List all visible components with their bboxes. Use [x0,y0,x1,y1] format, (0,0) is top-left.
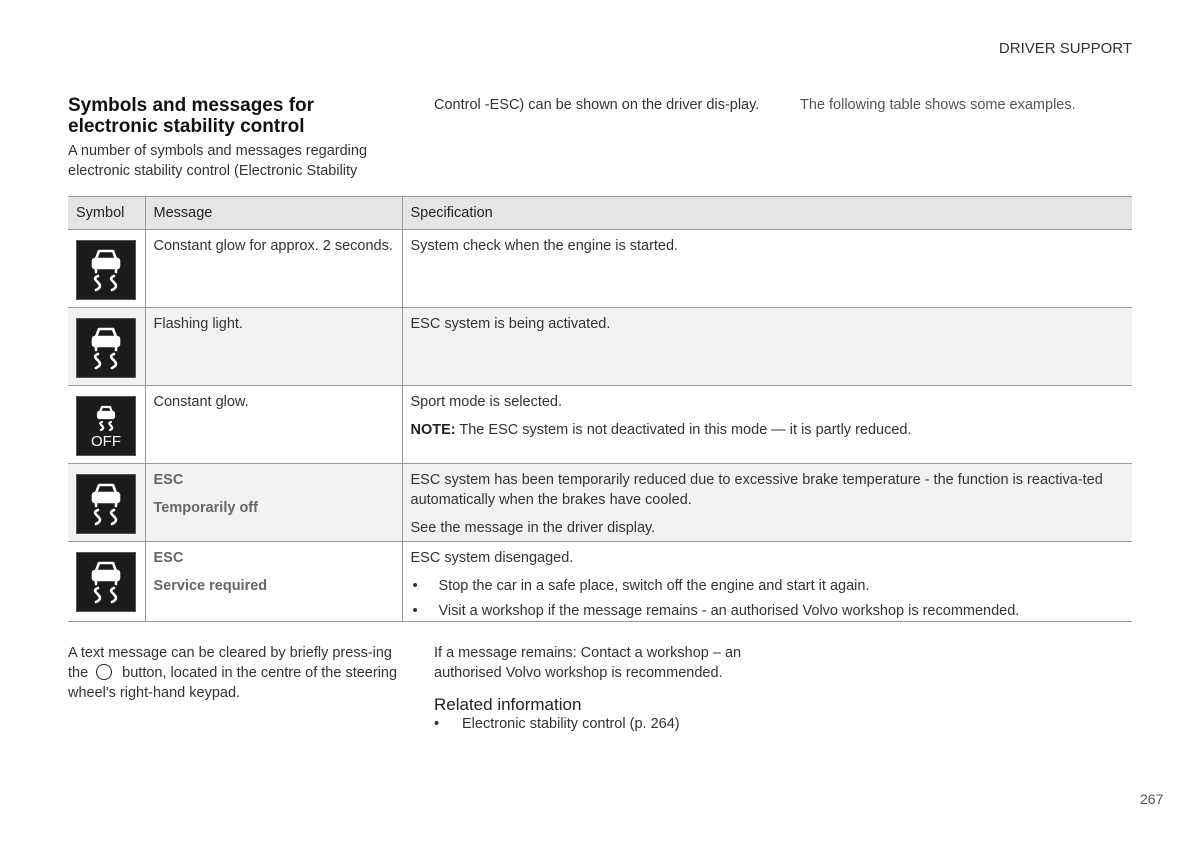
column-header-message: Message [145,197,402,230]
specification-text-2: See the message in the driver display. [410,520,656,536]
esc-skid-car-icon [76,318,136,378]
message-cell: Flashing light. [145,308,402,386]
note-paragraph [411,420,1125,440]
intro-text-2: Control -ESC) can be shown on the driver dis-play. [434,97,760,113]
esc-skid-car-icon [76,552,136,612]
intro-text-1: A number of symbols and messages regarding electronic stability control (Electronic Stability [68,143,368,179]
specification-cell [402,386,1132,464]
section-header: DRIVER SUPPORT [998,40,1132,57]
outro-text-1 [68,643,398,703]
table-row [68,542,1132,622]
specification-cell [402,542,1132,622]
message-cell: Constant glow for approx. 2 seconds. [145,230,402,308]
specification-cell: ESC system is being activated. [402,308,1132,386]
symbol-cell [68,464,145,542]
esc-skid-car-icon [76,474,136,534]
column-header-specification: Specification [402,197,1132,230]
related-information-list [434,716,680,732]
table-row [68,386,1132,464]
message-title: ESC [153,550,184,566]
outro-text-end: button, located in the centre of the steering wheel's right-hand keypad. [68,665,398,701]
message-subtitle: Temporarily off [153,500,258,516]
table-row [68,230,1132,308]
specification-cell: System check when the engine is started. [402,230,1132,308]
related-information-heading: Related information [434,695,582,714]
specification-text: Sport mode is selected. [410,394,563,410]
esc-off-icon [76,396,136,456]
symbol-cell [68,386,145,464]
table-row [68,464,1132,542]
outro-text-start: A text message can be cleared by briefly press-ing the [68,645,392,681]
esc-symbols-table [68,196,1132,622]
esc-off-icon-text: OFF [91,433,121,450]
intro-text-3: The following table shows some examples. [800,97,1076,113]
specification-text: ESC system has been temporarily reduced due to excessive brake temperature - the function is reactiva-ted automatically when the brakes have cooled. [410,472,1103,508]
symbol-cell [68,230,145,308]
message-cell: Constant glow. [145,386,402,464]
bullet-icon: • [434,716,440,732]
symbol-cell [68,542,145,622]
message-cell [145,464,402,542]
esc-skid-car-icon [76,240,136,300]
symbol-cell [68,308,145,386]
list-item: • Stop the car in a safe place, switch off the engine and start it again. [411,576,1125,596]
list-item: • Visit a workshop if the message remains - an authorised Volvo workshop is recommended. [411,601,1125,621]
specification-text: ESC system disengaged. [410,550,574,566]
note-text: The ESC system is not deactivated in this mode — it is partly reduced. [459,422,912,438]
message-subtitle: Service required [153,578,268,594]
note-label: NOTE: [410,422,456,438]
related-link[interactable]: Electronic stability control (p. 264) [462,716,680,732]
outro-text-2: If a message remains: Contact a workshop – an authorised Volvo workshop is recommended. [434,645,742,681]
page-number: 267 [1140,791,1164,807]
circle-button-icon [96,664,112,680]
table-row [68,308,1132,386]
message-title: ESC [153,472,184,488]
page-title: Symbols and messages for electronic stability control [68,95,315,137]
specification-cell [402,464,1132,542]
specification-list [411,576,1125,621]
message-cell [145,542,402,622]
column-header-symbol: Symbol [68,197,145,230]
table-header-row [68,197,1132,230]
